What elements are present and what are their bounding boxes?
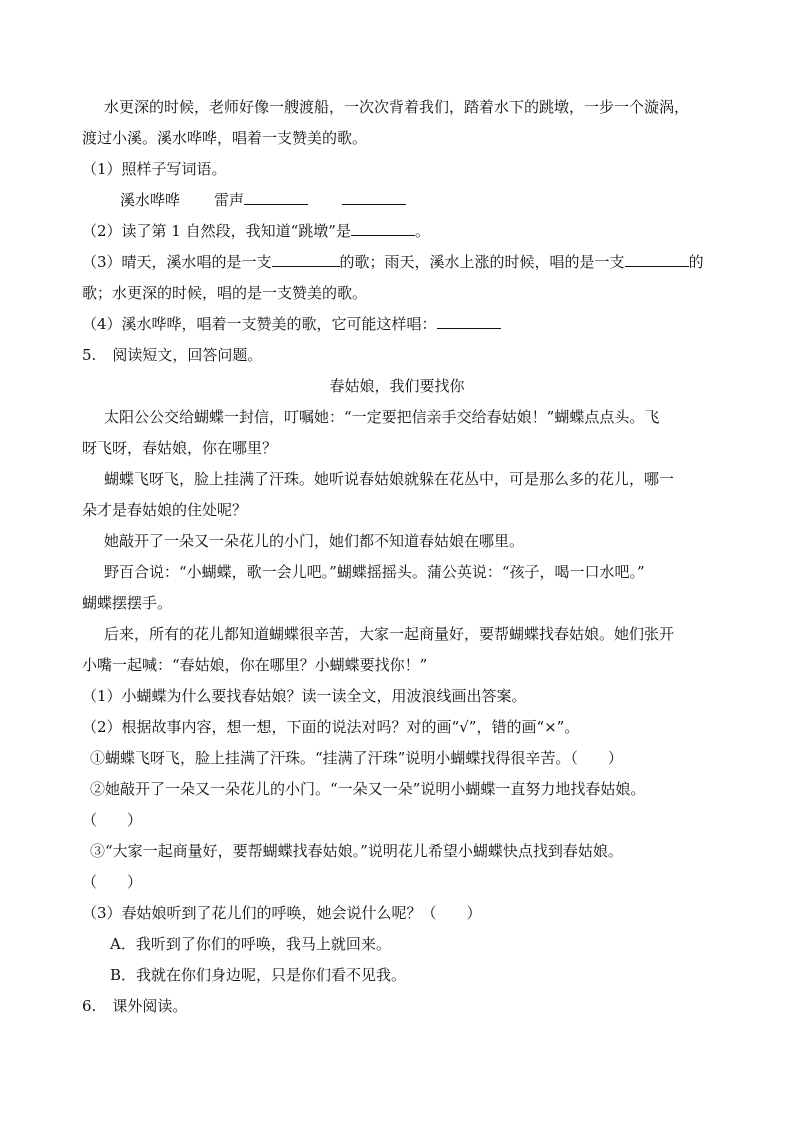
section-heading bbox=[82, 996, 722, 1016]
passage-text: 后来，所有的花儿都知道蝴蝶很辛苦，大家一起商量好，要帮蝴蝶找春姑娘。她们张开 bbox=[104, 625, 675, 643]
section-instruction: 阅读短文，回答问题。 bbox=[112, 346, 263, 364]
example-word: 溪水哗哗 bbox=[120, 191, 181, 209]
question-line bbox=[82, 252, 722, 272]
word-example-row bbox=[120, 190, 760, 210]
option-b[interactable]: B．我就在你们身边呢，只是你们看不见我。 bbox=[110, 966, 407, 984]
passage-text: 她敲开了一朵又一朵花儿的小门，她们都不知道春姑娘在哪里。 bbox=[104, 532, 525, 550]
section-heading bbox=[82, 345, 722, 365]
judgement-item: ③“大家一起商量好，要帮蝴蝶找春姑娘。”说明花儿希望小蝴蝶快点找到春姑娘。 bbox=[90, 842, 623, 860]
question-text: （3）春姑娘听到了花儿们的呼唤，她会说什么呢？（ ） bbox=[82, 904, 482, 922]
question-line bbox=[82, 314, 722, 334]
question-text: 歌；水更深的时候，唱的是一支赞美的歌。 bbox=[82, 284, 368, 302]
paragraph-text: 水更深的时候，老师好像一艘渡船，一次次背着我们，踏着水下的跳墩，一步一个漩涡， bbox=[104, 98, 690, 116]
question-line bbox=[82, 221, 722, 241]
question-text: 。 bbox=[414, 222, 430, 240]
question-text: （4）溪水哗哗，唱着一支赞美的歌，它可能这样唱： bbox=[82, 315, 437, 333]
answer-blank[interactable] bbox=[351, 221, 415, 236]
passage-text: 太阳公公交给蝴蝶一封信，叮嘱她：“一定要把信亲手交给春姑娘！”蝴蝶点点头。飞 bbox=[104, 408, 660, 426]
answer-blank[interactable] bbox=[272, 252, 340, 267]
answer-parentheses[interactable]: （ ） bbox=[82, 873, 143, 891]
judgement-item: ①蝴蝶飞呀飞，脸上挂满了汗珠。“挂满了汗珠”说明小蝴蝶找得很辛苦。（ ） bbox=[90, 749, 623, 767]
passage-text: 蝴蝶飞呀飞，脸上挂满了汗珠。她听说春姑娘就躲在花丛中，可是那么多的花儿，哪一 bbox=[104, 470, 675, 488]
answer-blank[interactable] bbox=[342, 190, 406, 205]
passage-text: 小嘴一起喊：“春姑娘，你在哪里？小蝴蝶要找你！” bbox=[82, 656, 428, 674]
question-text: （2）读了第 1 自然段，我知道“跳墩”是 bbox=[82, 222, 351, 240]
answer-blank[interactable] bbox=[625, 252, 689, 267]
passage-text: 朵才是春姑娘的住处呢？ bbox=[82, 501, 248, 519]
passage-text: 呀飞呀，春姑娘，你在哪里？ bbox=[82, 439, 278, 457]
section-number: 5. bbox=[82, 346, 97, 364]
judgement-item: ②她敲开了一朵又一朵花儿的小门。“一朵又一朵”说明小蝴蝶一直努力地找春姑娘。 bbox=[90, 780, 646, 798]
answer-parentheses[interactable]: （ ） bbox=[82, 811, 143, 829]
question-label: （1）照样子写词语。 bbox=[82, 160, 227, 178]
answer-blank[interactable] bbox=[244, 190, 308, 205]
question-text: （1）小蝴蝶为什么要找春姑娘？读一读全文，用波浪线画出答案。 bbox=[82, 687, 527, 705]
passage-text: 蝴蝶摆摆手。 bbox=[82, 594, 173, 612]
prompt-word: 雷声 bbox=[214, 191, 245, 209]
question-text: （3）晴天，溪水唱的是一支 bbox=[82, 253, 272, 271]
section-instruction: 课外阅读。 bbox=[112, 997, 188, 1015]
answer-blank[interactable] bbox=[437, 314, 501, 329]
section-number: 6. bbox=[82, 997, 97, 1015]
option-a[interactable]: A．我听到了你们的呼唤，我马上就回来。 bbox=[110, 935, 391, 953]
passage-title: 春姑娘，我们要找你 bbox=[329, 377, 465, 395]
question-text: （2）根据故事内容，想一想，下面的说法对吗？对的画“√”，错的画“×”。 bbox=[82, 718, 580, 736]
question-text: 的 bbox=[688, 253, 704, 271]
question-text: 的歌；雨天，溪水上涨的时候，唱的是一支 bbox=[339, 253, 625, 271]
passage-text: 野百合说：“小蝴蝶，歌一会儿吧。”蝴蝶摇摇头。蒲公英说：“孩子，喝一口水吧。” bbox=[104, 563, 645, 581]
paragraph-text: 渡过小溪。溪水哗哗，唱着一支赞美的歌。 bbox=[82, 129, 368, 147]
